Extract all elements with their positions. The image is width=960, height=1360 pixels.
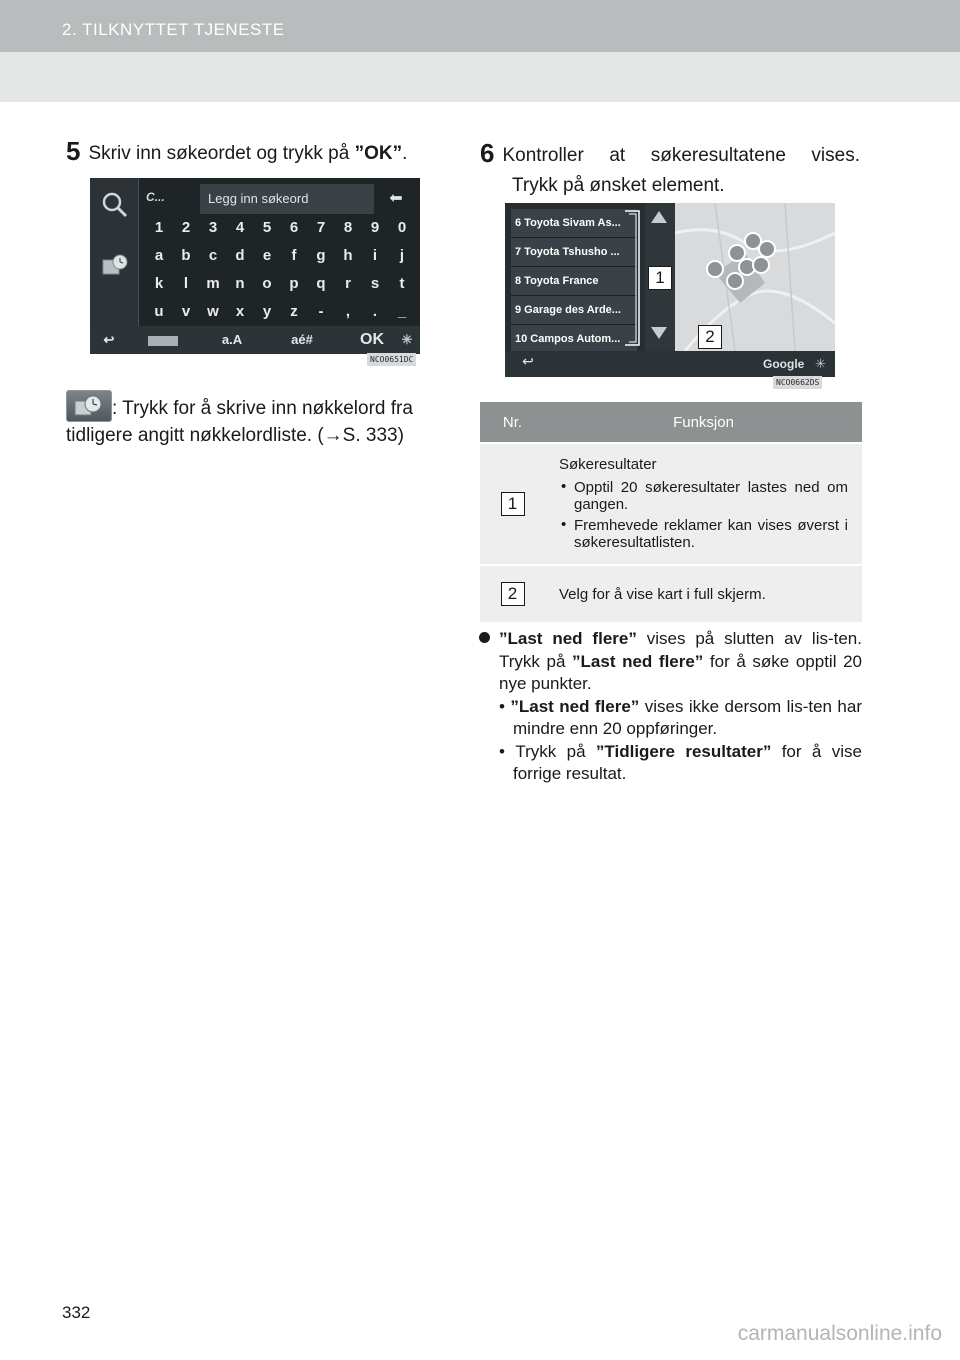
keyboard-key[interactable]: c	[208, 247, 218, 264]
keyboard-key[interactable]: g	[316, 247, 326, 264]
keyboard-key[interactable]: k	[154, 275, 164, 292]
watermark: carmanualsonline.info	[737, 1322, 942, 1345]
result-item[interactable]: 8 Toyota France	[511, 267, 637, 296]
step-5-instruction: 5 Skriv inn søkeordet og trykk på ”OK”.	[66, 136, 408, 166]
keyboard-key[interactable]: 6	[289, 219, 299, 236]
language-button[interactable]	[146, 326, 180, 354]
keyboard-key[interactable]: l	[183, 275, 189, 292]
keyboard-key[interactable]: d	[235, 247, 245, 264]
result-item[interactable]: 7 Toyota Tshusho ...	[511, 238, 637, 267]
callout-1: 1	[648, 266, 672, 290]
keyboard-key[interactable]: b	[181, 247, 191, 264]
keyboard-key[interactable]: -	[318, 303, 324, 320]
scroll-up-icon[interactable]	[651, 211, 667, 223]
keyboard-key[interactable]: .	[372, 303, 378, 320]
callout-1: 1	[501, 492, 525, 516]
keyboard-key[interactable]: e	[262, 247, 272, 264]
result-item[interactable]: 9 Garage des Arde...	[511, 296, 637, 325]
keyboard-key[interactable]: ,	[345, 303, 351, 320]
bullet-icon	[479, 632, 490, 643]
note-sub: • ”Last ned flere” vises ikke dersom lis-ten har mindre enn 20 oppføringer.	[499, 696, 862, 738]
screen-code: NCO0662DS	[773, 376, 822, 389]
keyboard-key[interactable]: z	[290, 303, 298, 320]
keyboard-key[interactable]: j	[399, 247, 405, 264]
step-6-instruction: 6 Kontroller at søkeresultatene vises. Trykk på ønsket element.	[480, 138, 860, 196]
notes	[479, 628, 862, 786]
keyword-input[interactable]: Legg inn søkeord	[200, 184, 374, 214]
settings-icon[interactable]: ✳	[401, 332, 413, 347]
header-subband	[0, 52, 960, 102]
keyboard-key[interactable]: a	[154, 247, 164, 264]
backspace-button[interactable]: ⬅	[389, 190, 403, 207]
keyboard-screen	[90, 178, 420, 354]
note-main: ”Last ned flere” vises på slutten av lis-ten. Trykk på ”Last ned flere” for å søke opptil 20 nye punkter.	[479, 628, 862, 696]
step-number: 5	[66, 136, 81, 166]
back-button[interactable]: ↩	[103, 332, 115, 347]
keyboard-key[interactable]: f	[291, 247, 297, 264]
settings-icon[interactable]: ✳	[815, 356, 826, 371]
provider-logo: C...	[146, 190, 165, 204]
keyboard-key[interactable]: v	[181, 303, 191, 320]
result-item[interactable]: 6 Toyota Sivam As...	[511, 209, 637, 238]
list-item: • Opptil 20 søkeresultater lastes ned om gangen.	[559, 479, 848, 513]
table-header-function: Funksjon	[545, 402, 862, 443]
keyboard-key[interactable]: x	[235, 303, 245, 320]
keyboard-key[interactable]: t	[399, 275, 405, 292]
scroll-down-icon[interactable]	[651, 327, 667, 339]
keyboard-key[interactable]: 7	[316, 219, 326, 236]
keyboard-key[interactable]: u	[154, 303, 164, 320]
function-table	[480, 402, 862, 622]
search-icon	[90, 178, 138, 326]
keyboard-key[interactable]: s	[370, 275, 380, 292]
ok-button[interactable]: OK	[360, 331, 384, 348]
list-item: • Fremhevede reklamer kan vises øverst i søkeresultatlisten.	[559, 517, 848, 551]
list-bracket	[623, 209, 643, 347]
result-item[interactable]: 10 Campos Autom...	[511, 325, 637, 354]
note-sub: • Trykk på ”Tidligere resultater” for å vise forrige resultat.	[499, 741, 862, 783]
icon-note: : Trykk for å skrive inn nøkkelord fra tidligere angitt nøkkelordliste. (→S. 333)	[66, 390, 449, 449]
keyboard-key[interactable]: i	[372, 247, 378, 264]
keyboard-key[interactable]: 8	[343, 219, 353, 236]
keyboard-key[interactable]: 2	[181, 219, 191, 236]
results-screen	[505, 203, 835, 377]
keyboard-key[interactable]: q	[316, 275, 326, 292]
keyboard-key[interactable]: _	[397, 303, 407, 320]
history-icon	[102, 254, 128, 278]
special-chars-button[interactable]: aé#	[291, 332, 313, 347]
keyboard-key[interactable]: r	[345, 275, 351, 292]
keyword-history-icon	[66, 390, 112, 422]
back-button[interactable]: ↩	[522, 353, 534, 369]
keyboard-key[interactable]: o	[262, 275, 272, 292]
table-header-nr: Nr.	[480, 402, 545, 443]
keyboard-key[interactable]: m	[206, 275, 220, 292]
screen-code: NCO0651DC	[367, 353, 416, 366]
section-title: 2. TILKNYTTET TJENESTE	[62, 20, 285, 39]
table-row: 1 Søkeresultater • Opptil 20 søkeresultater lastes ned om gangen. • Fremhevede reklamer kan vises øverst i søkeresultatlisten.	[480, 443, 862, 565]
keyboard-sidebar	[90, 178, 139, 326]
page-number: 332	[62, 1303, 91, 1322]
keyboard-key[interactable]: y	[262, 303, 272, 320]
callout-2: 2	[698, 325, 722, 349]
keyboard-key[interactable]: w	[207, 303, 219, 320]
keyboard-key[interactable]: h	[343, 247, 353, 264]
table-row: 2 Velg for å vise kart i full skjerm.	[480, 565, 862, 622]
step-number: 6	[480, 138, 495, 168]
keyboard-key[interactable]: p	[289, 275, 299, 292]
keyboard-key[interactable]: 1	[154, 219, 164, 236]
ok-label: ”OK”	[354, 143, 403, 164]
keyboard-key[interactable]: 9	[370, 219, 380, 236]
keyboard-key[interactable]: 4	[235, 219, 245, 236]
case-toggle-button[interactable]: a.A	[221, 332, 243, 347]
map-provider-label: Google	[763, 357, 805, 371]
callout-2: 2	[501, 582, 525, 606]
keyboard-key[interactable]: 0	[397, 219, 407, 236]
keyboard-key[interactable]: 3	[208, 219, 218, 236]
keyboard-key[interactable]: n	[235, 275, 245, 292]
keyboard-key[interactable]: 5	[262, 219, 272, 236]
